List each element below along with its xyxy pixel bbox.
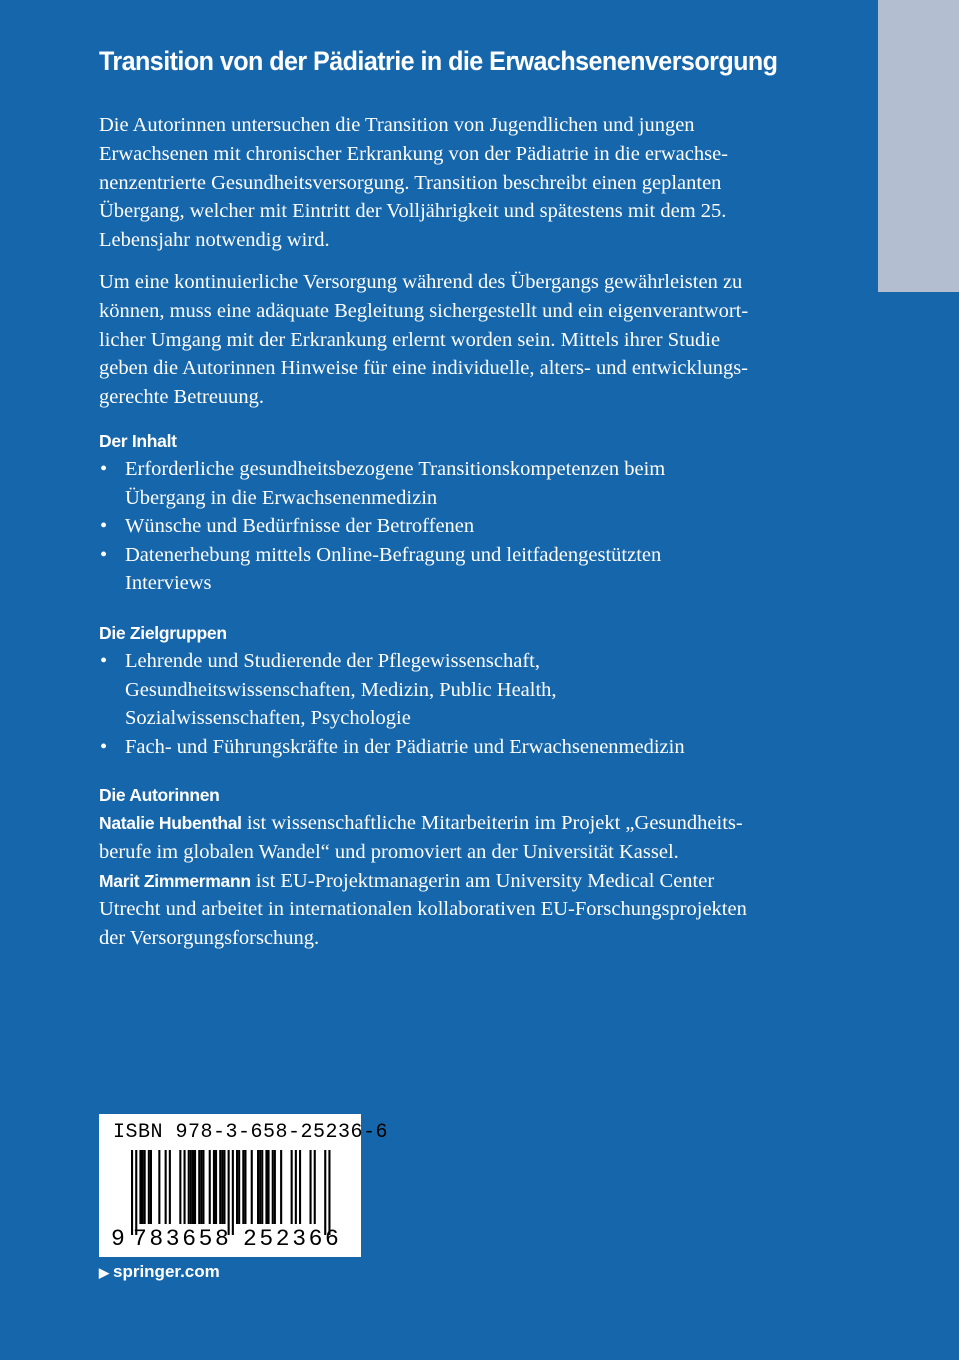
barcode-bar	[213, 1150, 215, 1224]
barcode-bar	[169, 1150, 171, 1224]
author2-line3: der Versorgungsforschung.	[99, 927, 320, 950]
section-zielgruppen	[99, 622, 819, 761]
list-item	[99, 455, 819, 512]
barcode-bar	[135, 1150, 137, 1235]
list-item-text: Fach- und Führungskräfte in der Pädiatrie und Erwachsenenmedizin	[125, 735, 685, 758]
barcode-bar	[259, 1150, 261, 1224]
author1-line1: Natalie Hubenthal ist wissenschaftliche Mitarbeiterin im Projekt „Gesundheits-	[99, 812, 743, 834]
barcode-bar	[299, 1150, 301, 1224]
barcode-bar	[280, 1150, 282, 1224]
intro2-line: geben die Autorinnen Hinweise für eine individuelle, alters- und entwicklungs-	[99, 357, 748, 380]
intro2-line: können, muss eine adäquate Begleitung sichergestellt und ein eigenverantwort-	[99, 299, 749, 322]
barcode-bar	[272, 1150, 274, 1224]
section-inhalt	[99, 430, 819, 598]
author2-line2: Utrecht und arbeitet in internationalen kollaborativen EU-Forschungsprojekten	[99, 898, 747, 921]
barcode-bar	[274, 1150, 276, 1224]
intro2-line: gerechte Betreuung.	[99, 386, 265, 409]
isbn-barcode	[99, 1114, 389, 1257]
barcode-bar	[257, 1150, 259, 1224]
author1-name: Natalie Hubenthal	[99, 813, 242, 833]
publisher-link-text: springer.com	[113, 1262, 220, 1281]
barcode-bar	[192, 1150, 194, 1224]
barcode-bar	[265, 1150, 267, 1224]
barcode-bar	[221, 1150, 223, 1224]
barcode-bar	[150, 1150, 152, 1224]
barcode-bar	[190, 1150, 192, 1224]
barcode-bar	[139, 1150, 141, 1224]
bullet-icon: •	[100, 543, 108, 566]
barcode-bar	[228, 1150, 230, 1235]
barcode-bar	[251, 1150, 253, 1224]
list-item	[99, 733, 819, 762]
author1-line2: berufe im globalen Wandel“ und promoviert an der Universität Kassel.	[99, 840, 679, 863]
intro1-line: Erwachsenen mit chronischer Erkrankung von der Pädiatrie in die erwachse-	[99, 142, 728, 165]
author2-name: Marit Zimmermann	[99, 870, 251, 891]
barcode-bar	[310, 1150, 312, 1224]
list-item-text: Interviews	[125, 572, 212, 595]
barcode-bar	[209, 1150, 211, 1224]
list-item-text: Datenerhebung mittels Online-Befragung und leitfadengestützten	[125, 543, 662, 566]
list-item-text: Wünsche und Bedürfnisse der Betroffenen	[125, 515, 475, 538]
list-item-text: Sozialwissenschaften, Psychologie	[125, 707, 411, 730]
intro2-line: Um eine kontinuierliche Versorgung während des Übergangs gewährleisten zu	[99, 271, 743, 293]
barcode-digits-left: 783658	[133, 1226, 232, 1252]
intro1-line: Übergang, welcher mit Eintritt der Volljährigkeit und spätestens mit dem 25.	[99, 200, 727, 223]
cover-edge-strip	[878, 0, 959, 292]
barcode-bar	[165, 1150, 167, 1224]
barcode-bar	[142, 1150, 144, 1224]
list-item-text: Gesundheitswissenschaften, Medizin, Public Health,	[125, 678, 557, 701]
publisher-link[interactable]	[99, 1262, 220, 1282]
list-item	[99, 647, 819, 733]
barcode-bar	[202, 1150, 204, 1224]
barcode-bar	[314, 1150, 316, 1224]
barcode-bar	[295, 1150, 297, 1224]
zielgruppen-list	[99, 647, 819, 761]
author2-line1: Marit Zimmermann ist EU-Projektmanagerin am University Medical Center	[99, 869, 715, 892]
play-arrow-icon: ▶	[99, 1265, 109, 1280]
section-heading-autorinnen: Die Autorinnen	[99, 785, 220, 805]
barcode-bar	[242, 1150, 244, 1224]
barcode-bar	[215, 1150, 217, 1224]
intro2-line: licher Umgang mit der Erkrankung erlernt worden sein. Mittels ihrer Studie	[99, 328, 721, 351]
section-autorinnen	[99, 784, 819, 953]
barcode-bar	[238, 1150, 240, 1224]
barcode-bar	[324, 1150, 326, 1235]
list-item-text: Lehrende und Studierende der Pflegewissenschaft,	[125, 650, 540, 672]
intro-text-2	[99, 268, 819, 412]
barcode-bar	[131, 1150, 133, 1235]
barcode-bar	[158, 1150, 160, 1224]
barcode-bar	[223, 1150, 225, 1224]
intro-paragraph-1	[99, 111, 819, 255]
barcode-bar	[328, 1150, 330, 1235]
list-item-text: Erforderliche gesundheitsbezogene Transitionskompetenzen beim	[125, 458, 666, 480]
isbn-number: ISBN 978-3-658-25236-6	[113, 1121, 389, 1144]
intro1-line: Die Autorinnen untersuchen die Transition von Jugendlichen und jungen	[99, 114, 695, 136]
barcode-bar	[219, 1150, 221, 1224]
bullet-icon: •	[100, 650, 108, 672]
intro1-line: Lebensjahr notwendig wird.	[99, 229, 330, 252]
intro-text-1	[99, 111, 819, 255]
barcode-bar	[261, 1150, 263, 1224]
barcode-digits-right: 252366	[243, 1226, 342, 1252]
barcode-bar	[200, 1150, 202, 1224]
intro-paragraph-2	[99, 268, 819, 412]
list-item	[99, 541, 819, 598]
barcode-bar	[244, 1150, 246, 1224]
barcode-digit-first-label: 9	[111, 1226, 125, 1252]
barcode-bar	[198, 1150, 200, 1224]
barcode-bar	[194, 1150, 196, 1224]
intro1-line: nenzentrierte Gesundheitsversorgung. Transition beschreibt einen geplanten	[99, 171, 722, 194]
list-item	[99, 512, 819, 541]
author-bios	[99, 809, 819, 953]
section-heading-zielgruppen: Die Zielgruppen	[99, 623, 227, 643]
barcode-bar	[148, 1150, 150, 1224]
barcode-bar	[291, 1150, 293, 1224]
barcode-bar	[268, 1150, 270, 1224]
barcode-bar	[179, 1150, 181, 1224]
barcode-bar	[236, 1150, 238, 1224]
book-title: Transition von der Pädiatrie in die Erwachsenenversorgung	[99, 46, 778, 76]
bullet-icon: •	[100, 458, 108, 480]
barcode-bar	[184, 1150, 186, 1224]
bullet-icon: •	[100, 515, 108, 538]
bullet-icon: •	[100, 735, 108, 758]
section-heading-inhalt: Der Inhalt	[99, 431, 177, 451]
barcode-bar	[232, 1150, 234, 1235]
barcode-bar	[144, 1150, 146, 1224]
list-item-text: Übergang in die Erwachsenenmedizin	[125, 486, 438, 509]
inhalt-list	[99, 455, 819, 598]
barcode-bar	[188, 1150, 190, 1224]
